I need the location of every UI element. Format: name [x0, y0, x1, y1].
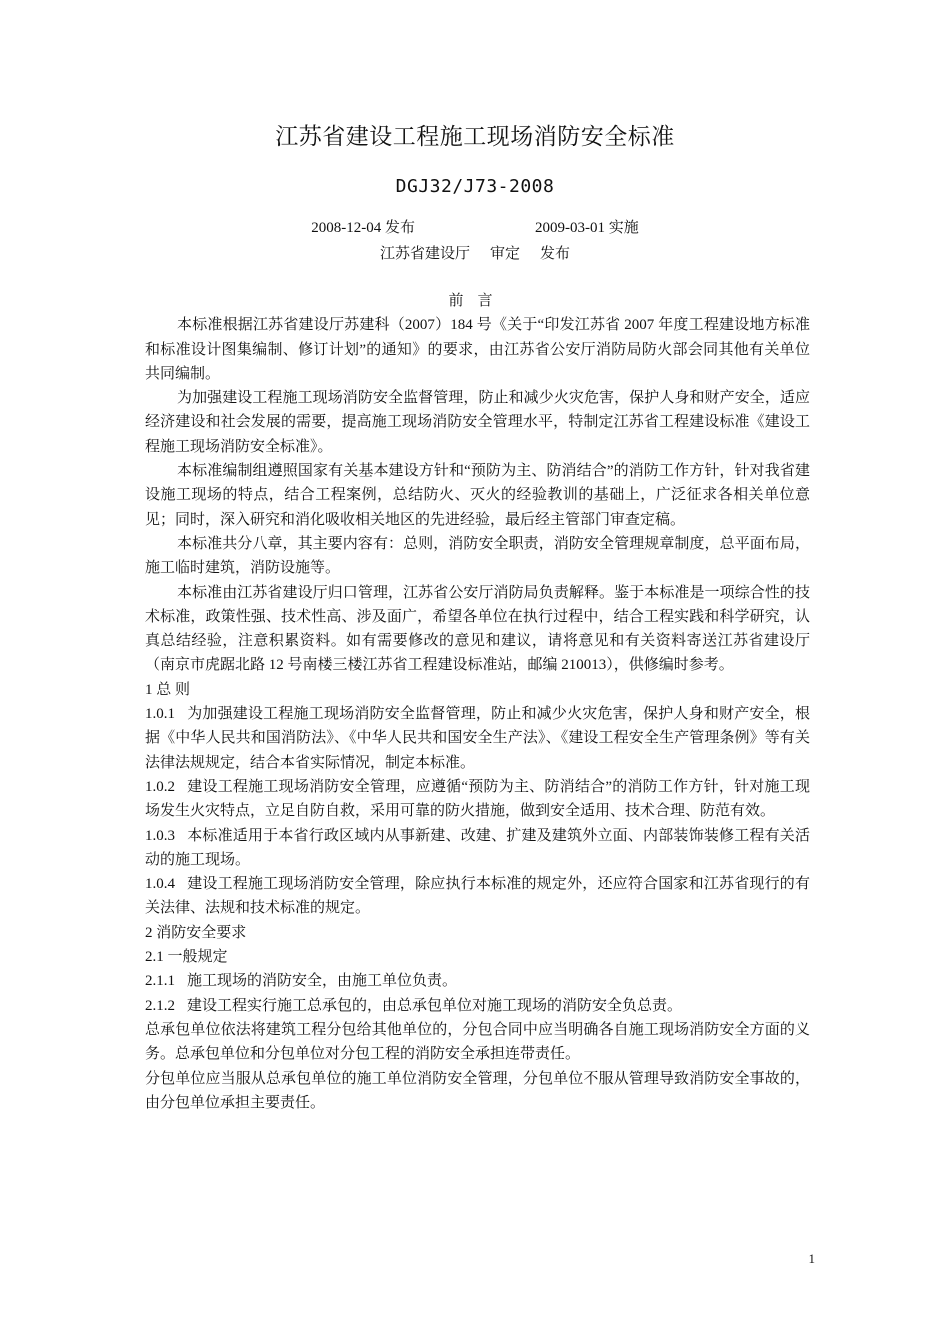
clause-text: 建设工程施工现场消防安全管理，应遵循“预防为主、防消结合”的消防工作方针，针对施工现场发生火灾特点，立足自防自救，采用可靠的防火措施，做到安全适用、技术合理、防范有效。	[145, 778, 810, 820]
preface-paragraph: 本标准编制组遵照国家有关基本建设方针和“预防为主、防消结合”的消防工作方针，针对我省建设施工现场的特点，结合工程案例，总结防火、灭火的经验教训的基础上，广泛征求各相关单位意见；同时，深入研究和消化吸收相关地区的先进经验，最后经主管部门审查定稿。	[145, 463, 810, 528]
date-line	[0, 216, 950, 237]
clause-text: 建设工程实行施工总承包的，由总承包单位对施工现场的消防安全负总责。	[187, 997, 683, 1014]
issuer-org: 江苏省建设厅	[379, 246, 470, 262]
clause-number: 1.0.1	[145, 706, 175, 723]
preface-paragraph: 本标准由江苏省建设厅归口管理，江苏省公安厅消防局负责解释。鉴于本标准是一项综合性的技术标准，政策性强、技术性高、涉及面广，希望各单位在执行过程中，结合工程实践和科学研究，认真总结经验，注意积累资料。如有需要修改的意见和建议，请将意见和有关资料寄送江苏省建设厅（南京市虎踞北路 12 号南楼三楼江苏省工程建设标准站，邮编 210013），供修编时参考。	[145, 584, 810, 674]
clause	[145, 969, 810, 993]
issuer-action-approve: 审定	[489, 246, 520, 262]
clause	[145, 702, 810, 775]
effective-date: 2009-03-01 实施	[535, 220, 639, 236]
chapter-1-heading: 1 总 则	[145, 681, 191, 698]
section-heading: 2.1 一般规定	[145, 949, 228, 966]
preface-paragraph: 为加强建设工程施工现场消防安全监督管理，防止和减少火灾危害，保护人身和财产安全，适应经济建设和社会发展的需要，提高施工现场消防安全管理水平，特制定江苏省工程建设标准《建设工程施工现场消防安全标准》。	[145, 390, 810, 455]
standard-code: DGJ32/J73-2008	[395, 176, 555, 197]
clause	[145, 994, 810, 1018]
page-number: 1	[808, 1251, 815, 1266]
clause	[145, 824, 810, 873]
issuer-action-publish: 发布	[540, 246, 571, 262]
clause-text: 本标准适用于本省行政区域内从事新建、改建、扩建及建筑外立面、内部装饰装修工程有关活动的施工现场。	[145, 827, 810, 868]
document-title: 江苏省建设工程施工现场消防安全标准	[275, 124, 675, 150]
body-paragraph: 分包单位应当服从总承包单位的施工单位消防安全管理，分包单位不服从管理导致消防安全事故的，由分包单位承担主要责任。	[145, 1070, 810, 1111]
preface-paragraph: 本标准共分八章，其主要内容有：总则，消防安全职责，消防安全管理规章制度，总平面布局，施工临时建筑，消防设施等。	[145, 535, 810, 577]
clause-text: 施工现场的消防安全，由施工单位负责。	[187, 973, 458, 990]
clause-number: 1.0.4	[145, 876, 175, 893]
preface-heading: 前言	[448, 293, 507, 309]
clause-number: 2.1.1	[145, 973, 175, 990]
document-body	[145, 289, 810, 1115]
issuer-line	[0, 242, 950, 263]
publish-date: 2008-12-04 发布	[311, 220, 415, 236]
clause-number: 2.1.2	[145, 997, 175, 1014]
clause	[145, 872, 810, 921]
clause-number: 1.0.3	[145, 827, 175, 844]
clause	[145, 775, 810, 824]
chapter-2-heading: 2 消防安全要求	[145, 924, 247, 941]
body-paragraph: 总承包单位依法将建筑工程分包给其他单位的，分包合同中应当明确各自施工现场消防安全方面的义务。总承包单位和分包单位对分包工程的消防安全承担连带责任。	[145, 1021, 810, 1063]
clause-text: 建设工程施工现场消防安全管理，除应执行本标准的规定外，还应符合国家和江苏省现行的有关法律、法规和技术标准的规定。	[145, 876, 810, 917]
clause-number: 1.0.2	[145, 778, 175, 795]
clause-text: 为加强建设工程施工现场消防安全监督管理，防止和减少火灾危害，保护人身和财产安全，根据《中华人民共和国消防法》、《中华人民共和国安全生产法》、《建设工程安全生产管理条例》等有关法律法规规定，结合本省实际情况，制定本标准。	[145, 706, 810, 771]
preface-paragraph: 本标准根据江苏省建设厅苏建科（2007）184 号《关于“印发江苏省 2007 年度工程建设地方标准和标准设计图集编制、修订计划”的通知》的要求，由江苏省公安厅消防局防火部会同其他有关单位共同编制。	[145, 317, 810, 382]
